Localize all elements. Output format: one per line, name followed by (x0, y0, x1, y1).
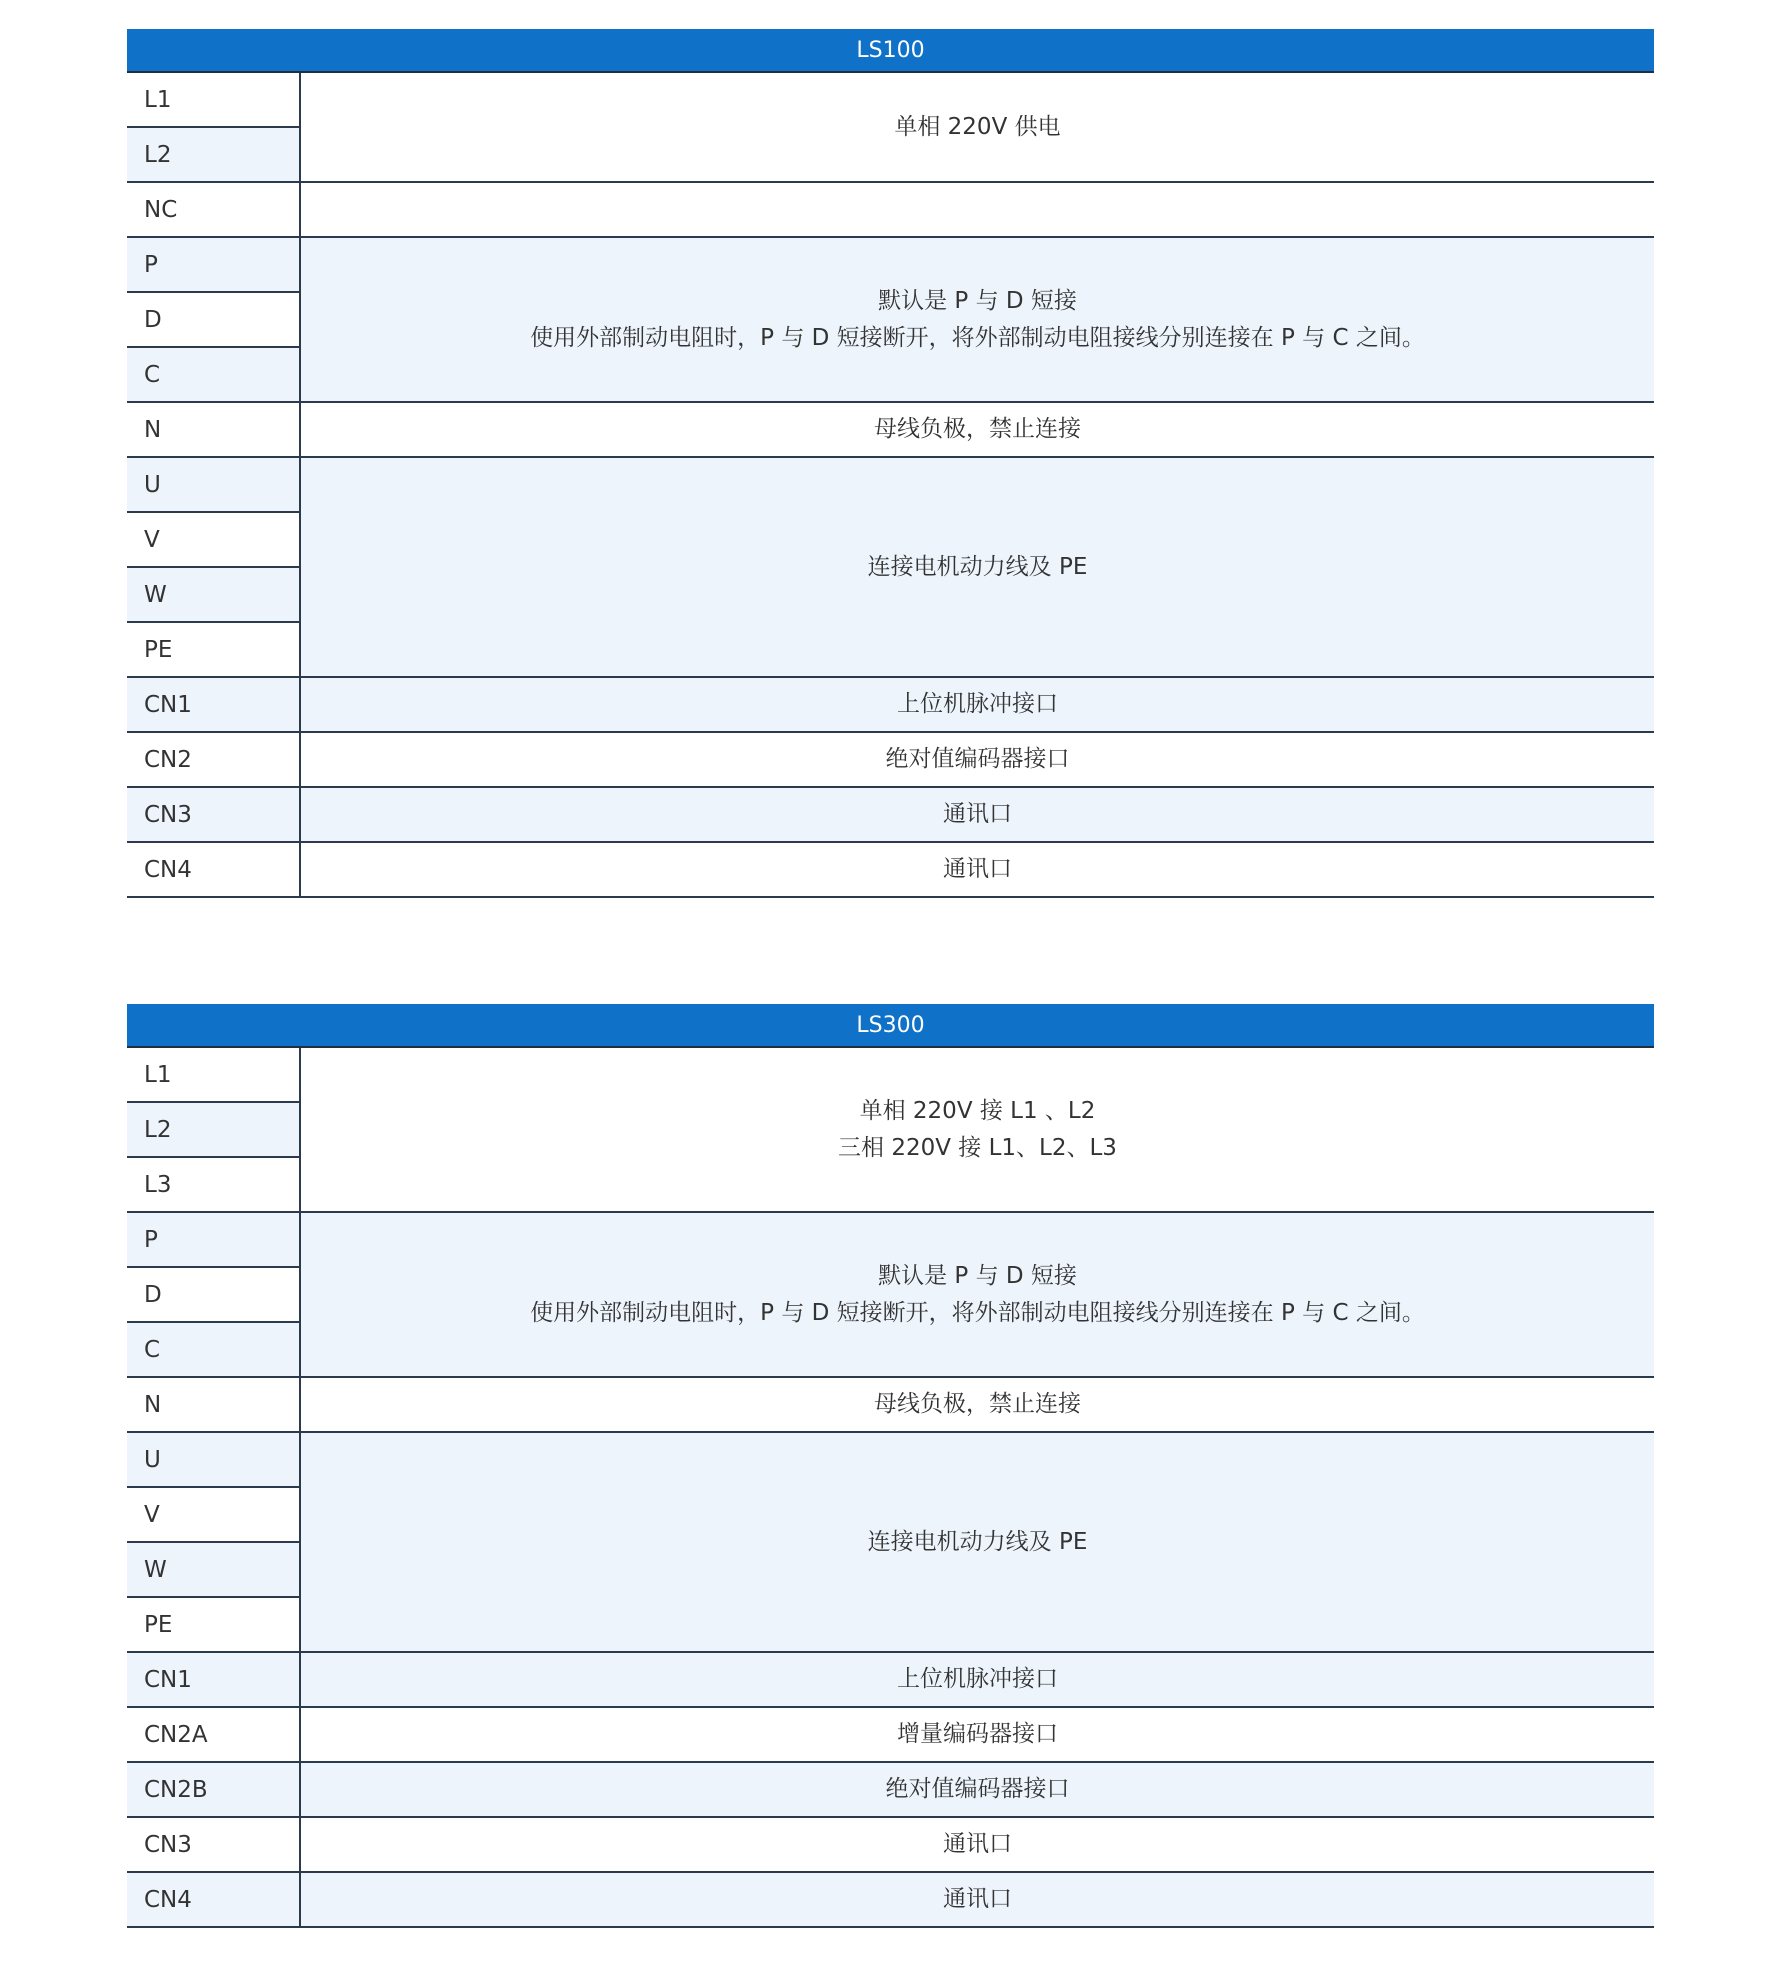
terminal-cell: C (127, 1322, 300, 1377)
description-cell: 通讯口 (300, 1872, 1654, 1927)
description-cell: 母线负极，禁止连接 (300, 402, 1654, 457)
description-line: 默认是 P 与 D 短接 (878, 287, 1077, 314)
terminal-cell: CN1 (127, 1652, 300, 1707)
description-cell: 通讯口 (300, 842, 1654, 897)
ls300-title: LS300 (127, 1004, 1654, 1047)
description-cell: 绝对值编码器接口 (300, 732, 1654, 787)
description-cell: 单相 220V 供电 (300, 72, 1654, 182)
terminal-cell: U (127, 457, 300, 512)
terminal-cell: CN4 (127, 842, 300, 897)
description-cell (300, 237, 1654, 402)
description-cell (300, 182, 1654, 237)
description-line: 三相 220V 接 L1、L2、L3 (838, 1134, 1117, 1161)
terminal-cell: D (127, 1267, 300, 1322)
terminal-cell: PE (127, 1597, 300, 1652)
terminal-cell: N (127, 402, 300, 457)
description-cell: 上位机脉冲接口 (300, 1652, 1654, 1707)
description-cell: 通讯口 (300, 1817, 1654, 1872)
terminal-cell: CN2 (127, 732, 300, 787)
ls100-title: LS100 (127, 29, 1654, 72)
terminal-cell: L1 (127, 1047, 300, 1102)
ls100-table (127, 29, 1654, 898)
terminal-cell: V (127, 1487, 300, 1542)
terminal-cell: U (127, 1432, 300, 1487)
description-cell: 增量编码器接口 (300, 1707, 1654, 1762)
terminal-cell: V (127, 512, 300, 567)
terminal-cell: L2 (127, 127, 300, 182)
terminal-cell: N (127, 1377, 300, 1432)
description-cell: 连接电机动力线及 PE (300, 1432, 1654, 1652)
terminal-cell: L1 (127, 72, 300, 127)
description-line: 单相 220V 接 L1 、L2 (859, 1097, 1096, 1124)
description-cell: 上位机脉冲接口 (300, 677, 1654, 732)
terminal-cell: NC (127, 182, 300, 237)
terminal-cell: L3 (127, 1157, 300, 1212)
terminal-cell: PE (127, 622, 300, 677)
description-cell: 连接电机动力线及 PE (300, 457, 1654, 677)
description-line: 使用外部制动电阻时，P 与 D 短接断开，将外部制动电阻接线分别连接在 P 与 C 之间。 (530, 1299, 1425, 1326)
terminal-cell: D (127, 292, 300, 347)
terminal-cell: CN1 (127, 677, 300, 732)
terminal-cell: W (127, 567, 300, 622)
description-line: 使用外部制动电阻时，P 与 D 短接断开，将外部制动电阻接线分别连接在 P 与 C 之间。 (530, 324, 1425, 351)
terminal-cell: P (127, 237, 300, 292)
terminal-cell: CN4 (127, 1872, 300, 1927)
terminal-cell: C (127, 347, 300, 402)
terminal-cell: CN2A (127, 1707, 300, 1762)
terminal-cell: P (127, 1212, 300, 1267)
terminal-cell: CN2B (127, 1762, 300, 1817)
description-cell: 绝对值编码器接口 (300, 1762, 1654, 1817)
description-cell (300, 1212, 1654, 1377)
description-cell: 通讯口 (300, 787, 1654, 842)
description-cell (300, 1047, 1654, 1212)
terminal-cell: CN3 (127, 1817, 300, 1872)
ls300-table (127, 1004, 1654, 1928)
description-line: 默认是 P 与 D 短接 (878, 1262, 1077, 1289)
description-cell: 母线负极，禁止连接 (300, 1377, 1654, 1432)
terminal-cell: CN3 (127, 787, 300, 842)
terminal-cell: W (127, 1542, 300, 1597)
terminal-cell: L2 (127, 1102, 300, 1157)
